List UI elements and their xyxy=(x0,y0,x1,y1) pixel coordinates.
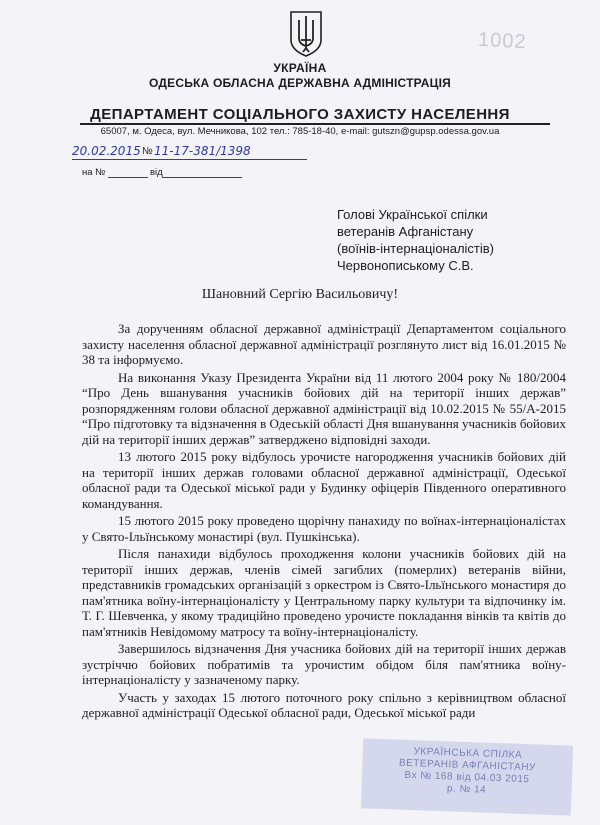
reference-number-label: на № xyxy=(82,167,106,178)
body-paragraph: 13 лютого 2015 року відбулось урочисте нагородження учасників бойових дій на території інших держав головами обласної державної адміністрації, Одеської обласної ради та Одеської міської ради у Будинку офіцерів Південного оперативного командування. xyxy=(82,449,566,511)
reference-number-blank xyxy=(108,177,148,178)
stamp-line: Вх № 168 від 04.03 2015 xyxy=(404,769,530,786)
reference-date-blank xyxy=(162,177,242,178)
registration-underline xyxy=(72,159,307,160)
letter-body xyxy=(82,321,566,723)
body-paragraph: 15 лютого 2015 року проведено щорічну панахиду по воїнах-інтернаціоналістах у Свято-Ільїнському монастирі (вул. Пушкінська). xyxy=(82,513,566,544)
header-department: ДЕПАРТАМЕНТ СОЦІАЛЬНОГО ЗАХИСТУ НАСЕЛЕННЯ xyxy=(90,106,510,123)
body-paragraph: За дорученням обласної державної адміністрації Департаментом соціального захисту населення обласної державної адміністрації розглянуто лист від 16.01.2015 № 38 та інформуємо. xyxy=(82,321,566,367)
recipient-line: (воїнів-інтернаціоналістів) xyxy=(337,241,495,256)
registration-date: 20.02.2015 xyxy=(72,144,141,158)
registration-number: 11-17-381/1398 xyxy=(154,144,251,158)
header-administration: ОДЕСЬКА ОБЛАСНА ДЕРЖАВНА АДМІНІСТРАЦІЯ xyxy=(149,76,451,90)
stamp-line: р. № 14 xyxy=(446,783,487,796)
recipient-line: Червонопиському С.В. xyxy=(337,258,474,273)
body-paragraph: Завершилось відзначення Дня учасника бойових дій на території інших держав зустріччю бойових побратимів та урочистим обідом біля пам'ятника воїну-інтернаціоналісту у зазначеному парку. xyxy=(82,641,566,687)
salutation: Шановний Сергію Васильовичу! xyxy=(201,287,399,302)
reference-date-label: від xyxy=(150,167,163,178)
stamp-line: ВЕТЕРАНІВ АФГАНІСТАНУ xyxy=(398,757,537,774)
reference-row xyxy=(82,167,252,181)
body-paragraph: Участь у заходах 15 лютого поточного року спільно з керівництвом обласної державної адміністрації Одеської обласної ради, Одеської міської ради xyxy=(82,689,566,720)
registration-number-label: № xyxy=(142,146,153,157)
header-address: 65007, м. Одеса, вул. Мечникова, 102 тел.: 785-18-40, e-mail: gutszn@gupsp.odessa.gov.ua xyxy=(100,126,500,137)
trident-emblem-icon xyxy=(288,10,324,58)
incoming-stamp-top: 1002 xyxy=(477,28,528,54)
body-paragraph: На виконання Указу Президента України від 11 лютого 2004 року № 180/2004 “Про День вшанування учасників бойових дій на території інших держав” розпорядженням голови обласної державної адміністрації від 10.02.2015 № 55/А-2015 “Про підготовку та відзначення в Одеській області Дня вшанування учасників бойових дій на території інших держав” затверджено відповідні заходи. xyxy=(82,369,566,447)
incoming-stamp-bottom xyxy=(361,738,573,815)
registration-row xyxy=(72,144,332,162)
recipient-line: Голові Української спілки xyxy=(337,207,488,222)
recipient-line: ветеранів Афганістану xyxy=(337,224,474,239)
header-divider xyxy=(80,123,550,125)
stamp-line: УКРАЇНСЬКА СПІЛКА xyxy=(413,746,523,761)
recipient-block xyxy=(337,206,577,274)
header-country: УКРАЇНА xyxy=(273,61,327,75)
body-paragraph: Після панахиди відбулось проходження колони учасників бойових дій на території інших держав, членів сімей загиблих (померлих) ветеранів війни, представників громадських організацій з оркестром із Свято-Ільїнського монастиря до пам'ятника воїну-інтернаціоналісту у Центральному парку культури та відпочинку ім. Т. Г. Шевченка, у якому традиційно проведено урочисте покладання вінків та квітів до пам'ятників Невідомому матросу та воїну-інтернаціоналісту. xyxy=(82,546,566,639)
